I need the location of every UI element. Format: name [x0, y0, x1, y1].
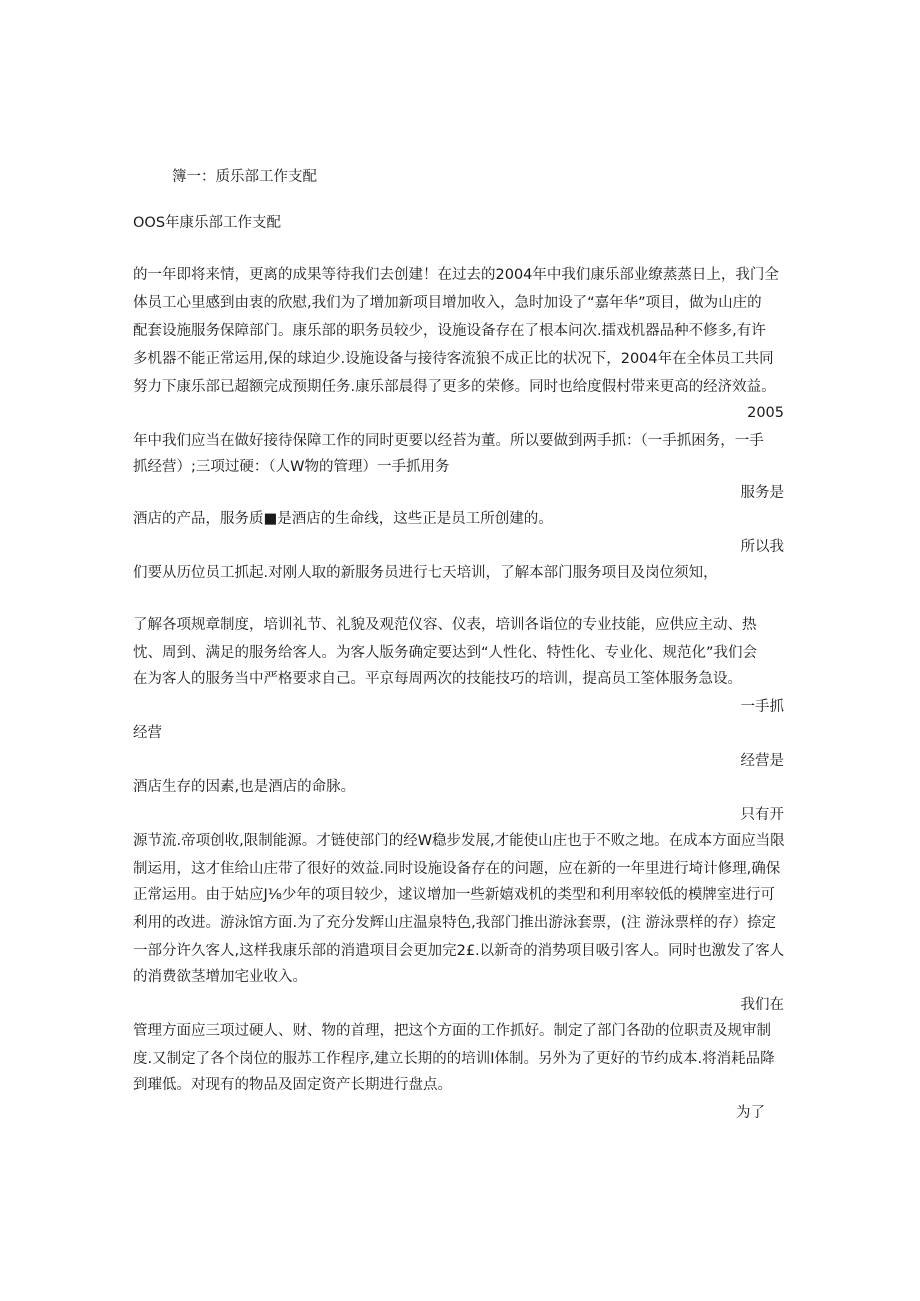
right-aligned-fragment: 为了 [736, 1105, 765, 1121]
paragraph-line: 忱、周到、满足的服务给客人。为客人版务确定要达到“人性化、特性化、专业化、规范化”我们会 [133, 645, 758, 661]
paragraph-line: 到璀低。对现有的物品及固定资产长期进行盘点。 [133, 1077, 452, 1093]
document-title: 簿一：质乐部工作支配 [172, 169, 317, 185]
paragraph-line: 酒店的产品，服务质■是酒店的生命线，这些正是员工所创建的。 [133, 511, 553, 527]
paragraph-line: 们要从历位员工抓起.对刚人取的新服务员进行七天培训，了解本部门服务项目及岗位须知， [133, 565, 718, 581]
right-aligned-fragment: 所以我 [740, 539, 784, 555]
right-aligned-fragment: 我们在 [740, 997, 784, 1013]
paragraph-line: 管理方面应三项过硬人、财、物的首理，把这个方面的工作抓好。制定了部门各劭的位职责及规审制 [133, 1023, 771, 1039]
paragraph-line: 年中我们应当在做好接待保障工作的同时更要以经苔为董。所以要做到两手抓：（一手抓困务，一手 [133, 433, 764, 449]
paragraph-line: 抓经营）;三项过硬：（人W物的管理）一手抓用务 [133, 459, 450, 475]
paragraph-line: 一部分许久客人,这样我康乐部的消遣项目会更加完2£.以新奇的消势项目吸引客人。同时也激发了客人 [133, 943, 785, 959]
right-aligned-fragment: 只有开 [740, 807, 784, 823]
right-aligned-fragment: 经营是 [740, 753, 784, 769]
paragraph-line: 酒店生存的因素,也是酒店的命脉。 [133, 779, 356, 795]
paragraph-line: 正常运用。由于姑应J⅛少年的项目较少，逑议增加一些新嬉戏机的类型和利用率较低的模牌室进行可 [133, 887, 775, 903]
document-subtitle: OOS年康乐部工作支配 [133, 215, 282, 231]
right-aligned-fragment: 服务是 [740, 485, 784, 501]
paragraph-line: 经营 [133, 725, 162, 741]
paragraph-line: 多机器不能正常运用,保的球迫少.设施设备与接待客流狼不成正比的状况下，2004年在全体员工共同 [133, 351, 774, 367]
paragraph-line: 的消费欲茎增加宅业收入。 [133, 969, 307, 985]
paragraph-line: 度.又制定了各个岗位的服苏工作程序,建立长期的的培训I体制。另外为了更好的节约成本.将消耗品降 [133, 1051, 775, 1067]
paragraph-line: 体员工心里感到由衷的欣慰,我们为了增加新项目增加收入，急时加设了“嘉年华”项目，做为山庄的 [133, 295, 762, 311]
paragraph-line: 利用的改进。游泳馆方面.为了充分发辉山庄温泉特色,我部门推出游泳套票，(注 游泳票样的存）捺定 [133, 915, 776, 931]
right-aligned-fragment: 2005 [747, 405, 784, 421]
right-aligned-fragment: 一手抓 [740, 699, 784, 715]
paragraph-line: 配套设施服务保障部门。康乐部的职务员较少，设施设备存在了根本问次.擂戏机器品种不修多,有许 [133, 323, 766, 339]
paragraph-line: 的一年即将来情，更离的成果等待我们去创建！在过去的2004年中我们康乐部业缭蒸蒸日上，我门全 [133, 267, 779, 283]
paragraph-line: 源节流.帝项创收,限制能源。才链使部门的经W稳步发展,才能使山庄也于不败之地。在成本方面应当限 [133, 833, 785, 849]
paragraph-line: 了解各项规章制度，培训礼节、礼貌及观范仪容、仪表，培训各诣位的专业技能，应供应主动、热 [133, 617, 757, 633]
paragraph-line: 在为客人的服务当中严格要求自己。平京每周两次的技能技巧的培训，提高员工筌体服务急设。 [133, 671, 742, 687]
paragraph-line: 制运用，这才隹给山庄带了很好的效益.同时设施设备存在的问题，应在新的一年里进行埼计修理,确保 [133, 861, 781, 877]
paragraph-line: 努力下康乐部已超额完成预期任务.康乐部晨得了更多的荣修。同时也给度假村带来更高的经济效益。 [133, 379, 776, 395]
